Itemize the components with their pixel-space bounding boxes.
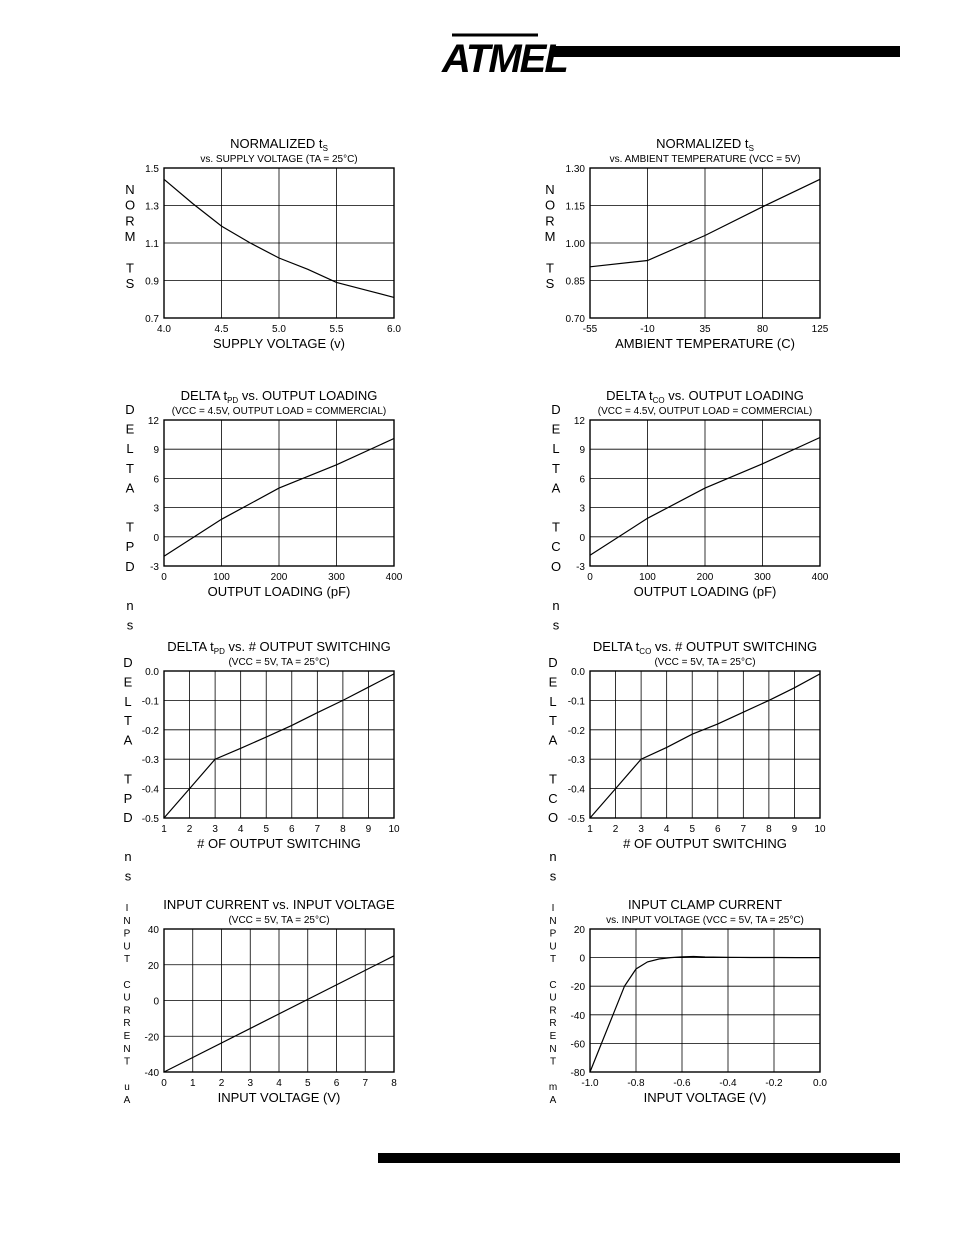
y-axis-label-letter: L <box>124 693 132 709</box>
y-axis-label-letter: N <box>545 182 555 197</box>
y-axis-label-letter: s <box>552 617 560 633</box>
chart-title-suffix: vs. OUTPUT LOADING <box>664 388 804 403</box>
x-tick-label: -0.4 <box>719 1078 737 1089</box>
y-tick-label: -0.2 <box>141 725 159 737</box>
y-tick-label: -0.2 <box>567 725 585 737</box>
y-axis-label-letter: S <box>125 276 135 292</box>
y-axis-label-letter: U <box>123 941 131 953</box>
y-tick-label: 20 <box>147 960 159 972</box>
x-tick-label: 125 <box>811 324 829 335</box>
y-tick-label: 12 <box>573 416 585 427</box>
x-tick-label: -0.8 <box>627 1078 645 1089</box>
x-tick-label: 200 <box>270 572 288 583</box>
chart-title <box>230 136 328 153</box>
chart-title <box>628 897 782 912</box>
x-tick-label: 6 <box>288 824 295 835</box>
y-axis-label-letter: S <box>545 276 555 292</box>
y-tick-label: 9 <box>153 445 159 457</box>
y-tick-label: -60 <box>570 1039 585 1051</box>
y-axis-label-letter: T <box>549 713 557 729</box>
x-tick-label: 9 <box>791 824 798 835</box>
y-axis-label-letter: T <box>549 1056 557 1068</box>
x-tick-label: 7 <box>362 1078 369 1089</box>
y-axis-label-letter: A <box>548 732 558 748</box>
x-tick-label: 8 <box>391 1078 397 1089</box>
y-tick-label: -0.4 <box>567 784 585 796</box>
y-axis-label-letter: E <box>549 1031 557 1042</box>
chart-subtitle: (VCC = 4.5V, OUTPUT LOAD = COMMERCIAL) <box>597 406 813 417</box>
x-tick-label: 0 <box>161 572 167 583</box>
x-tick-label: 10 <box>388 824 400 835</box>
y-axis-label-letter: m <box>548 1082 558 1094</box>
y-tick-label: 0 <box>579 532 585 544</box>
y-tick-label: 20 <box>573 925 585 936</box>
y-tick-label: -40 <box>144 1068 159 1079</box>
y-axis-label-letter: O <box>124 197 136 213</box>
x-tick-label: 5.5 <box>329 324 344 335</box>
y-axis-label-letter: I <box>125 903 129 914</box>
y-axis-label-letter: E <box>123 674 133 690</box>
x-tick-label: 4.0 <box>157 324 171 335</box>
x-tick-label: 0 <box>161 1078 167 1089</box>
series-line <box>164 674 394 818</box>
plot-frame <box>590 929 820 1072</box>
y-axis-label-letter: C <box>551 539 561 555</box>
y-tick-label: -20 <box>144 1032 159 1044</box>
chart-title-main: INPUT CLAMP CURRENT <box>627 897 783 912</box>
y-tick-label: -80 <box>570 1068 585 1079</box>
x-tick-label: 2 <box>612 824 619 835</box>
x-tick-label: 35 <box>699 324 711 335</box>
y-axis-label-letter: T <box>126 260 134 276</box>
series-line <box>590 674 820 818</box>
x-axis-label: OUTPUT LOADING (pF) <box>633 584 777 599</box>
y-axis-label-letter: U <box>123 992 131 1004</box>
y-axis-label-letter: R <box>123 1018 131 1030</box>
x-tick-label: 1 <box>189 1078 196 1089</box>
y-tick-label: -0.3 <box>141 755 159 767</box>
chart-3 <box>125 388 402 633</box>
y-axis-label-letter: s <box>549 868 557 884</box>
x-tick-label: 10 <box>814 824 826 835</box>
chart-subtitle: vs. AMBIENT TEMPERATURE (VCC = 5V) <box>609 154 801 165</box>
y-axis-label-letter: u <box>124 1082 130 1094</box>
x-tick-label: 400 <box>385 572 403 583</box>
chart-title <box>167 639 391 656</box>
chart-title <box>593 639 817 656</box>
y-axis-label-letter: A <box>123 732 133 748</box>
y-axis-label-letter: A <box>123 1095 131 1106</box>
x-tick-label: 8 <box>340 824 346 835</box>
y-axis-label-letter: T <box>126 519 134 535</box>
x-axis-label: AMBIENT TEMPERATURE (C) <box>615 336 795 351</box>
y-axis-label-letter: T <box>552 519 560 535</box>
y-axis-label-letter: T <box>124 713 132 729</box>
x-tick-label: 1 <box>587 824 593 835</box>
y-tick-label: 6 <box>153 474 159 486</box>
y-axis-label-letter: A <box>549 1095 557 1106</box>
y-tick-label: 0.9 <box>145 276 159 288</box>
y-axis-label-letter: O <box>550 558 562 574</box>
x-tick-label: -55 <box>582 324 598 335</box>
x-tick-label: 4 <box>237 824 244 835</box>
x-tick-label: 300 <box>328 572 345 583</box>
y-axis-label-letter: A <box>125 480 135 496</box>
y-tick-label: 0 <box>153 532 159 544</box>
x-tick-label: 100 <box>213 572 230 583</box>
y-axis-label-letter: s <box>124 868 132 884</box>
y-tick-label: 1.3 <box>145 201 159 213</box>
y-axis-label-letter: U <box>549 941 557 953</box>
y-axis-label-letter: A <box>551 480 561 496</box>
y-tick-label: 1.00 <box>565 239 585 250</box>
y-axis-label-letter: N <box>549 1043 557 1055</box>
chart-title-main: NORMALIZED t <box>230 136 323 151</box>
x-axis-label: INPUT VOLTAGE (V) <box>643 1090 767 1105</box>
y-tick-label: -20 <box>570 982 585 994</box>
y-axis-label-letter: E <box>125 421 135 437</box>
chart-title-suffix: vs. # OUTPUT SWITCHING <box>224 639 391 654</box>
chart-7 <box>123 897 397 1106</box>
y-axis-label-letter: D <box>548 655 558 670</box>
x-tick-label: 2 <box>218 1078 225 1089</box>
y-tick-label: 6 <box>579 474 585 486</box>
y-axis-label-letter: R <box>545 213 555 229</box>
chart-title-main: DELTA t <box>606 388 653 403</box>
y-axis-label-letter: E <box>551 421 561 437</box>
plot-frame <box>590 671 820 818</box>
y-axis-label-letter: N <box>125 182 135 197</box>
x-tick-label: -0.2 <box>765 1078 783 1089</box>
x-tick-label: 200 <box>696 572 714 583</box>
chart-8 <box>549 897 828 1106</box>
x-axis-label: OUTPUT LOADING (pF) <box>207 584 351 599</box>
chart-subtitle: vs. SUPPLY VOLTAGE (TA = 25°C) <box>200 154 358 165</box>
x-tick-label: 4 <box>276 1078 282 1089</box>
y-tick-label: -3 <box>576 562 585 573</box>
y-axis-label-letter: M <box>124 229 136 245</box>
y-tick-label: -40 <box>570 1010 585 1022</box>
x-tick-label: -10 <box>640 324 655 335</box>
y-tick-label: 9 <box>579 445 585 457</box>
y-axis-label-letter: T <box>123 1056 131 1068</box>
y-axis-label-letter: M <box>544 229 556 245</box>
chart-title-subscript: PD <box>227 396 239 405</box>
x-tick-label: 300 <box>754 572 771 583</box>
chart-title-main: INPUT CURRENT vs. INPUT VOLTAGE <box>163 897 395 912</box>
y-axis-label-letter: D <box>123 810 133 826</box>
y-axis-label-letter: U <box>549 992 557 1004</box>
y-tick-label: 0.70 <box>565 314 585 325</box>
y-tick-label: 0 <box>579 953 585 965</box>
x-tick-label: 5.0 <box>272 324 286 335</box>
y-axis-label-letter: L <box>126 441 134 457</box>
y-axis-label-letter: R <box>549 1005 557 1017</box>
y-tick-label: 1.30 <box>565 164 585 175</box>
y-tick-label: 1.1 <box>145 239 159 250</box>
x-axis-label: # OF OUTPUT SWITCHING <box>197 836 361 851</box>
y-axis-label-letter: P <box>123 790 133 806</box>
x-axis-label: INPUT VOLTAGE (V) <box>217 1090 341 1105</box>
y-axis-label-letter: O <box>544 197 556 213</box>
chart-title <box>181 388 378 405</box>
y-axis-label-letter: C <box>548 790 558 806</box>
y-tick-label: -0.5 <box>567 814 585 825</box>
y-axis-label-letter: N <box>549 915 557 927</box>
x-tick-label: 3 <box>638 824 644 835</box>
x-tick-label: 80 <box>756 324 769 335</box>
chart-title-main: DELTA t <box>592 639 640 654</box>
y-axis-label-letter: n <box>552 598 560 613</box>
chart-subtitle: (VCC = 5V, TA = 25°C) <box>228 657 330 668</box>
x-tick-label: 5 <box>304 1078 311 1089</box>
chart-title-subscript: PD <box>213 647 225 656</box>
plot-frame <box>164 671 394 818</box>
y-axis-label-letter: T <box>126 460 134 476</box>
y-tick-label: 0 <box>153 996 159 1008</box>
y-tick-label: -0.1 <box>141 696 159 708</box>
y-axis-label-letter: R <box>549 1018 557 1030</box>
y-tick-label: -0.1 <box>567 696 585 708</box>
y-axis-label-letter: L <box>549 693 557 709</box>
y-axis-label-letter: n <box>126 598 134 613</box>
x-tick-label: 6.0 <box>387 324 401 335</box>
y-tick-label: -3 <box>150 562 159 573</box>
chart-title <box>656 136 754 153</box>
x-tick-label: 1 <box>161 824 167 835</box>
x-tick-label: -0.6 <box>673 1078 691 1089</box>
y-axis-label-letter: N <box>123 915 131 927</box>
x-tick-label: 4 <box>663 824 670 835</box>
y-axis-label-letter: R <box>125 213 135 229</box>
y-tick-label: 3 <box>579 503 585 515</box>
y-tick-label: 3 <box>153 503 159 515</box>
y-axis-label-letter: T <box>123 954 131 966</box>
x-tick-label: 3 <box>212 824 218 835</box>
y-axis-label-letter: D <box>123 655 133 670</box>
y-axis-label-letter: P <box>549 928 557 940</box>
chart-title-main: DELTA t <box>180 388 228 403</box>
chart-1 <box>125 136 402 351</box>
y-tick-label: 12 <box>147 416 159 427</box>
x-tick-label: 4.5 <box>214 324 229 335</box>
chart-title-subscript: CO <box>639 647 652 656</box>
y-axis-label-letter: E <box>548 674 558 690</box>
chart-title-suffix: vs. OUTPUT LOADING <box>238 388 378 403</box>
y-tick-label: 1.15 <box>565 201 585 213</box>
x-tick-label: 100 <box>639 572 656 583</box>
y-axis-label-letter: T <box>549 771 557 787</box>
y-axis-label-letter: N <box>123 1043 131 1055</box>
x-tick-label: 5 <box>263 824 270 835</box>
y-tick-label: 40 <box>147 925 159 936</box>
series-line <box>590 957 820 1073</box>
y-axis-label-letter: n <box>549 849 557 864</box>
y-axis-label-letter: D <box>125 402 135 417</box>
x-tick-label: 6 <box>333 1078 340 1089</box>
y-tick-label: 0.0 <box>571 667 585 678</box>
chart-subtitle: (VCC = 4.5V, OUTPUT LOAD = COMMERCIAL) <box>171 406 387 417</box>
y-axis-label-letter: D <box>125 558 135 574</box>
y-axis-label-letter: C <box>123 979 131 991</box>
y-axis-label-letter: T <box>549 954 557 966</box>
y-tick-label: 0.7 <box>145 314 159 325</box>
chart-title <box>163 897 395 912</box>
y-axis-label-letter: C <box>549 979 557 991</box>
chart-title-main: NORMALIZED t <box>656 136 749 151</box>
x-tick-label: 7 <box>314 824 321 835</box>
y-tick-label: -0.3 <box>567 755 585 767</box>
y-axis-label-letter: R <box>123 1005 131 1017</box>
y-axis-label-letter: T <box>546 260 554 276</box>
x-axis-label: SUPPLY VOLTAGE (v) <box>213 336 345 351</box>
y-axis-label-letter: T <box>552 460 560 476</box>
y-axis-label-letter: E <box>123 1031 131 1042</box>
y-axis-label-letter: P <box>123 928 131 940</box>
y-axis-label-letter: D <box>551 402 561 417</box>
y-axis-label-letter: I <box>551 903 555 914</box>
chart-subtitle: (VCC = 5V, TA = 25°C) <box>654 657 756 668</box>
x-tick-label: -1.0 <box>581 1078 599 1089</box>
x-tick-label: 7 <box>740 824 747 835</box>
y-axis-label-letter: O <box>547 810 559 826</box>
chart-title-main: DELTA t <box>167 639 214 654</box>
chart-title-subscript: S <box>748 144 754 153</box>
chart-5 <box>123 639 400 883</box>
chart-title-subscript: S <box>322 144 328 153</box>
y-axis-label-letter: P <box>125 539 135 555</box>
y-tick-label: 1.5 <box>145 164 159 175</box>
x-tick-label: 400 <box>811 572 829 583</box>
chart-title-subscript: CO <box>652 396 665 405</box>
chart-6 <box>548 639 826 883</box>
chart-subtitle: vs. INPUT VOLTAGE (VCC = 5V, TA = 25°C) <box>606 915 804 926</box>
x-tick-label: 0 <box>587 572 593 583</box>
chart-4 <box>551 388 829 633</box>
chart-2 <box>545 136 829 351</box>
x-tick-label: 9 <box>365 824 372 835</box>
y-tick-label: 0.0 <box>145 667 159 678</box>
x-tick-label: 6 <box>714 824 721 835</box>
chart-title-suffix: vs. # OUTPUT SWITCHING <box>651 639 818 654</box>
y-tick-label: -0.5 <box>141 814 159 825</box>
y-axis-label-letter: s <box>126 617 134 633</box>
x-tick-label: 3 <box>247 1078 254 1089</box>
y-axis-label-letter: n <box>124 849 132 864</box>
y-tick-label: 0.85 <box>565 276 585 288</box>
y-axis-label-letter: L <box>552 441 560 457</box>
logo-wordmark: ATMEL <box>442 37 567 81</box>
chart-title <box>606 388 804 405</box>
x-tick-label: 2 <box>186 824 193 835</box>
x-axis-label: # OF OUTPUT SWITCHING <box>623 836 787 851</box>
x-tick-label: 0.0 <box>813 1078 827 1089</box>
y-axis-label-letter: T <box>124 771 132 787</box>
x-tick-label: 5 <box>689 824 696 835</box>
x-tick-label: 8 <box>766 824 772 835</box>
y-tick-label: -0.4 <box>141 784 159 796</box>
chart-subtitle: (VCC = 5V, TA = 25°C) <box>228 915 330 926</box>
